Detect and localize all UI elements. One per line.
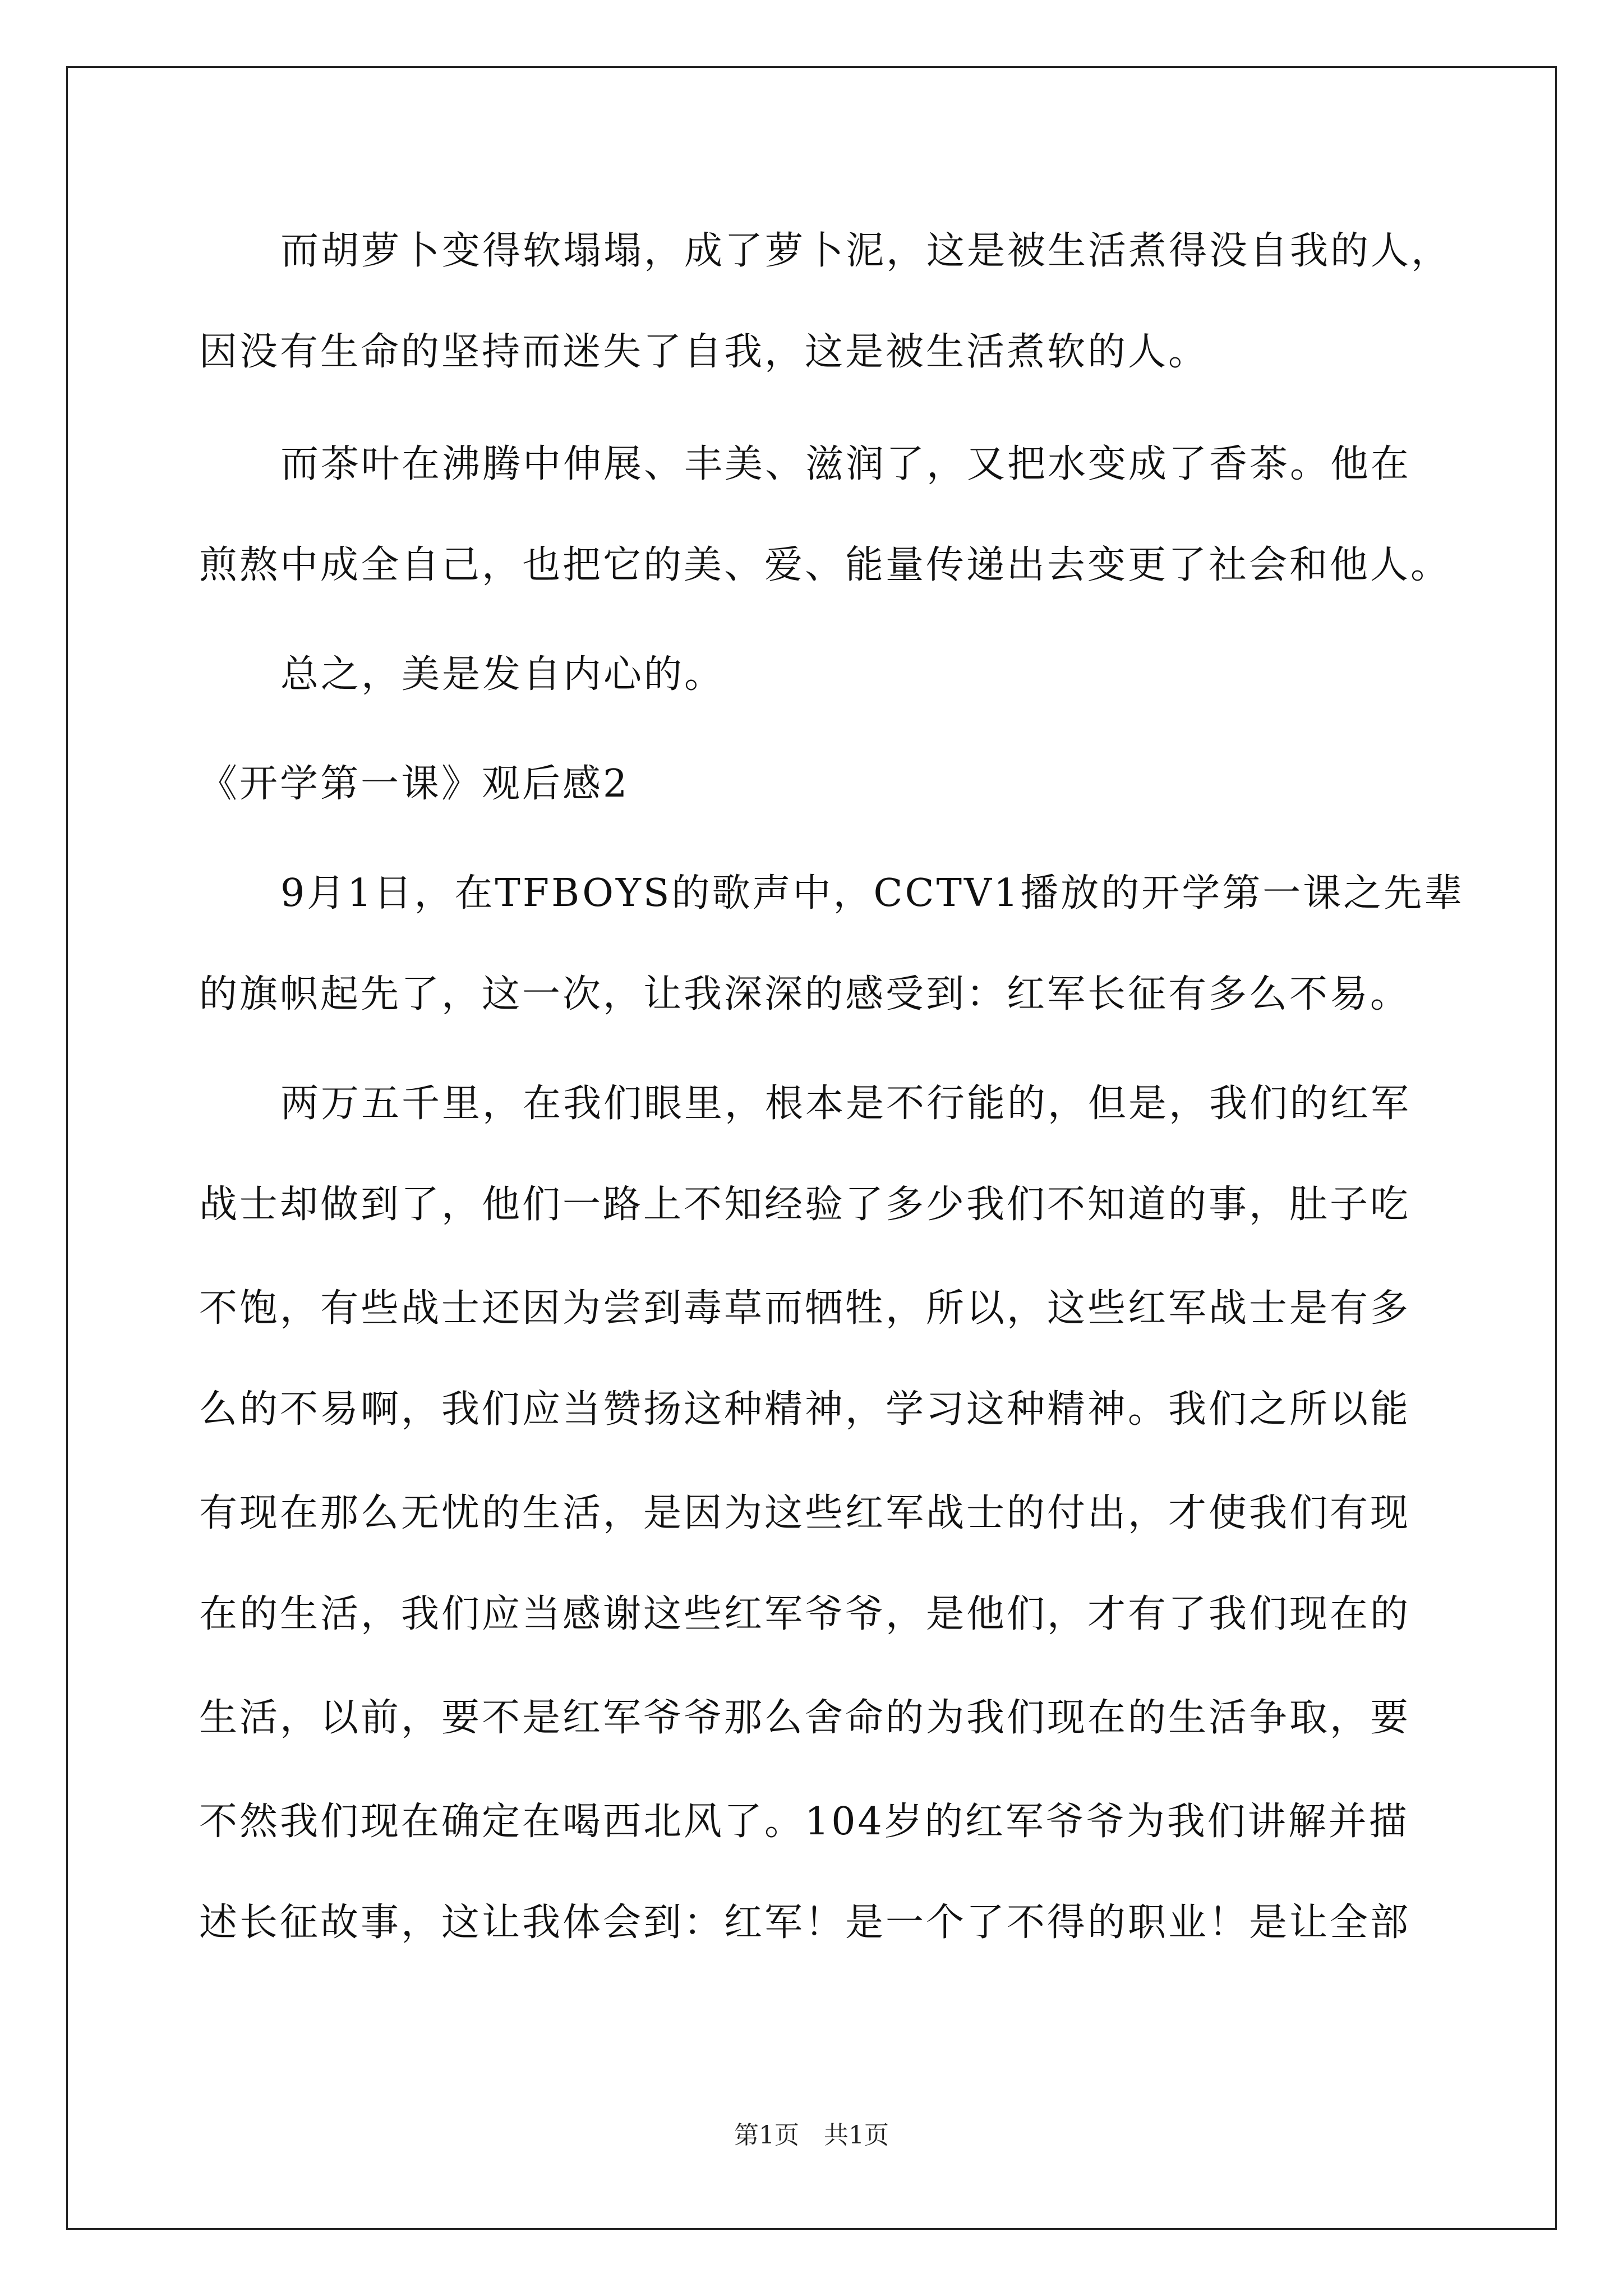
paragraph-line: 么的不易啊，我们应当赞扬这种精神，学习这种精神。我们之所以能 [199, 1387, 1411, 1432]
paragraph-line: 9月1日，在TFBOYS的歌声中，CCTV1播放的开学第一课之先辈 [280, 871, 1465, 915]
paragraph-line: 有现在那么无忧的生活，是因为这些红军战士的付出，才使我们有现 [199, 1491, 1411, 1535]
paragraph-line: 因没有生命的坚持而迷失了自我，这是被生活煮软的人。 [199, 330, 1209, 374]
paragraph-line: 不饱，有些战士还因为尝到毒草而牺牲，所以，这些红军战士是有多 [199, 1286, 1411, 1331]
paragraph-line: 而茶叶在沸腾中伸展、丰美、滋润了，又把水变成了香茶。他在 [280, 442, 1412, 486]
paragraph-line: 战士却做到了，他们一路上不知经验了多少我们不知道的事，肚子吃 [199, 1182, 1411, 1227]
paragraph-line: 煎熬中成全自己，也把它的美、爱、能量传递出去变更了社会和他人。 [199, 543, 1451, 587]
paragraph-line: 在的生活，我们应当感谢这些红军爷爷，是他们，才有了我们现在的 [199, 1592, 1411, 1636]
section-heading: 《开学第一课》观后感2 [199, 762, 630, 806]
paragraph-line: 两万五千里，在我们眼里，根本是不行能的，但是，我们的红军 [280, 1082, 1412, 1126]
paragraph-line: 生活，以前，要不是红军爷爷那么舍命的为我们现在的生活争取，要 [199, 1696, 1411, 1740]
page-number-footer: 第1页 共1页 [734, 2121, 889, 2150]
paragraph-line: 而胡萝卜变得软塌塌，成了萝卜泥，这是被生活煮得没自我的人， [280, 229, 1452, 273]
paragraph-line: 总之，美是发自内心的。 [280, 652, 725, 697]
paragraph-line: 的旗帜起先了，这一次，让我深深的感受到：红军长征有多么不易。 [199, 972, 1411, 1016]
paragraph-line: 不然我们现在确定在喝西北风了。104岁的红军爷爷为我们讲解并描 [199, 1800, 1409, 1844]
paragraph-line: 述长征故事，这让我体会到：红军！是一个了不得的职业！是让全部 [199, 1901, 1411, 1945]
